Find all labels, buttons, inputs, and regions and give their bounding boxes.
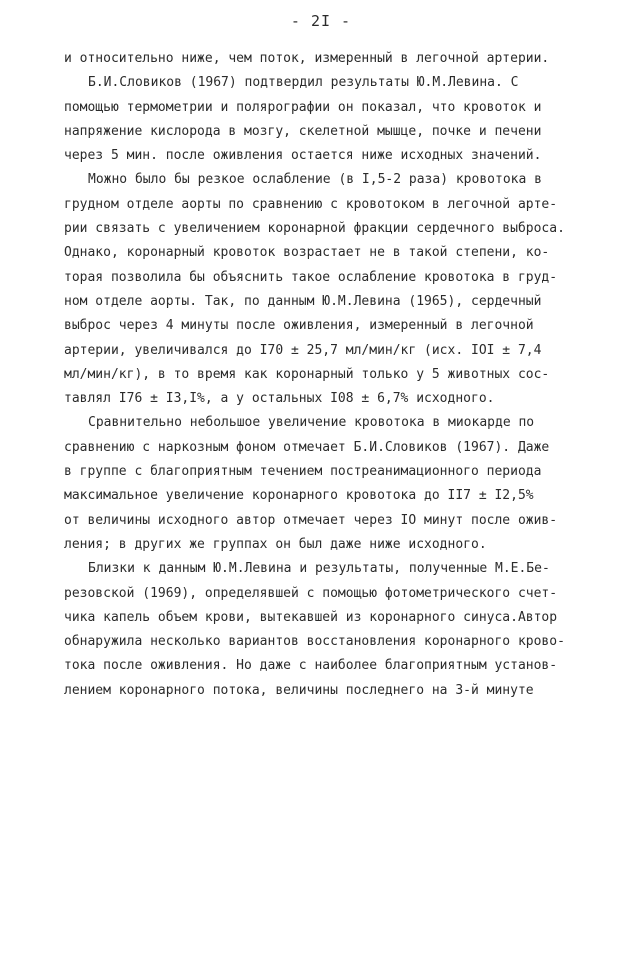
text-line: рии связать с увеличением коронарной фракции сердечного выброса. <box>64 221 565 237</box>
text-line: напряжение кислорода в мозгу, скелетной мышце, почке и печени <box>64 123 542 139</box>
text-line: обнаружила несколько вариантов восстановления коронарного крово- <box>64 634 565 650</box>
body-text <box>64 47 604 703</box>
text-line: в группе с благоприятным течением постреанимационного периода <box>64 464 542 480</box>
text-line: лением коронарного потока, величины последнего на 3-й минуте <box>64 682 534 698</box>
text-line: резовской (1969), определявшей с помощью фотометрического счет- <box>64 585 558 601</box>
text-line: сравнению с наркозным фоном отмечает Б.И.Словиков (1967). Даже <box>64 439 550 455</box>
text-line: максимальное увеличение коронарного кровотока до II7 ± I2,5% <box>64 488 534 504</box>
text-line: через 5 мин. после оживления остается ниже исходных значений. <box>64 148 542 164</box>
text-line: тавлял I76 ± I3,I%, а у остальных I08 ± 6,7% исходного. <box>64 391 495 407</box>
text-line: тока после оживления. Но даже с наиболее благоприятным установ- <box>64 658 558 674</box>
text-line: ном отделе аорты. Так, по данным Ю.М.Левина (1965), сердечный <box>64 293 542 309</box>
paragraph-first-line: Можно было бы резкое ослабление (в I,5-2 раза) кровотока в <box>88 172 542 188</box>
text-line: ления; в других же группах он был даже ниже исходного. <box>64 536 487 552</box>
text-line: торая позволила бы объяснить такое ослабление кровотока в груд- <box>64 269 558 285</box>
text-line: артерии, увеличивался до I70 ± 25,7 мл/мин/кг (исх. IOI ± 7,4 <box>64 342 542 358</box>
paragraph-first-line: Сравнительно небольшое увеличение кровотока в миокарде по <box>88 415 535 431</box>
text-line: от величины исходного автор отмечает через IO минут после ожив- <box>64 512 558 528</box>
text-line: выброс через 4 минуты после оживления, измеренный в легочной <box>64 318 534 334</box>
text-line: помощью термометрии и полярографии он показал, что кровоток и <box>64 99 542 115</box>
text-line: грудном отделе аорты по сравнению с кровотоком в легочной арте- <box>64 196 558 212</box>
text-line: чика капель объем крови, вытекавшей из коронарного синуса.Автор <box>64 609 558 625</box>
text-line: мл/мин/кг), в то время как коронарный только у 5 животных сос- <box>64 366 550 382</box>
text-line: и относительно ниже, чем поток, измеренный в легочной артерии. <box>64 51 550 66</box>
paragraph-first-line: Б.И.Словиков (1967) подтвердил результаты Ю.М.Левина. С <box>88 75 519 91</box>
page-number: - 2I - <box>290 12 352 30</box>
paragraph-first-line: Близки к данным Ю.М.Левина и результаты, полученные М.Е.Бе- <box>88 561 550 577</box>
text-line: Однако, коронарный кровоток возрастает не в такой степени, ко- <box>64 245 550 261</box>
